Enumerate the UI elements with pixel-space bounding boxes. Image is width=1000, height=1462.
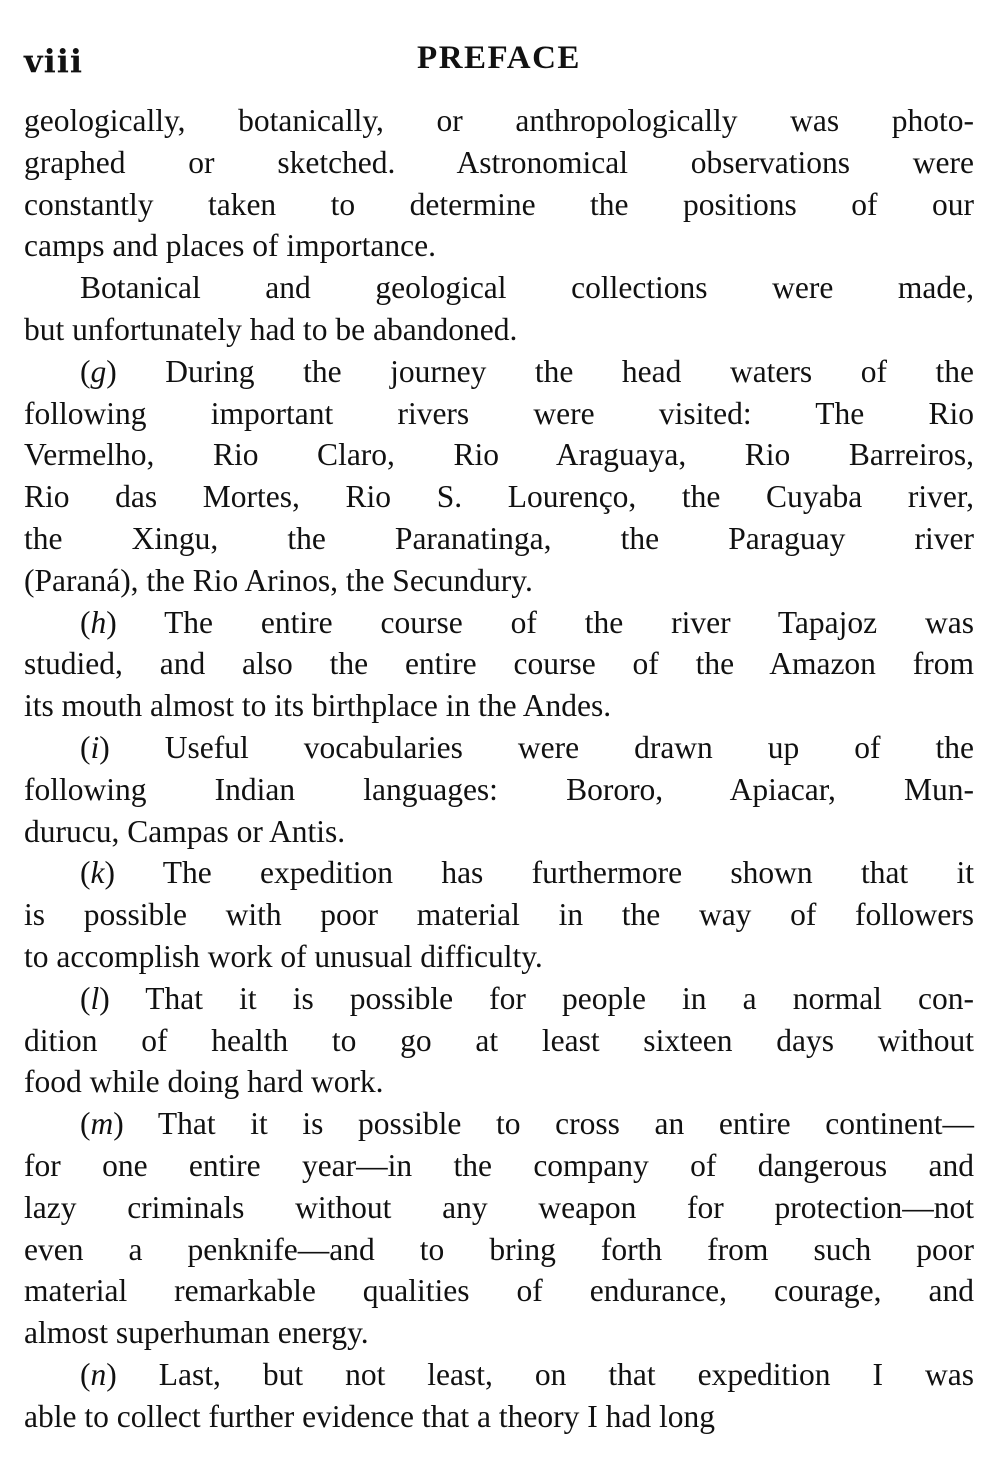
text-line: (i) Useful vocabularies were drawn up of the xyxy=(80,729,974,765)
line-text: is possible with poor material in the way of followers xyxy=(24,897,974,933)
text-line: (n) Last, but not least, on that expedition I was xyxy=(80,1356,974,1392)
text-line xyxy=(24,476,974,518)
text-line xyxy=(24,769,974,811)
text-line: (h) The entire course of the river Tapajoz was xyxy=(80,604,974,640)
text-line xyxy=(24,1229,974,1271)
line-text: for one entire year—in the company of dangerous and xyxy=(24,1147,974,1183)
paragraph xyxy=(24,1354,974,1438)
paragraph-marker: m xyxy=(90,1106,114,1142)
text-line xyxy=(24,894,974,936)
paragraph-marker: h xyxy=(90,604,107,640)
paragraph xyxy=(24,1103,974,1354)
text-line xyxy=(24,1312,974,1354)
line-text: studied, and also the entire course of the Amazon from xyxy=(24,646,974,682)
running-head xyxy=(24,38,974,82)
page-number: viii xyxy=(24,42,84,80)
text-line: (k) The expedition has furthermore shown that it xyxy=(80,855,974,891)
line-text: able to collect further evidence that a theory I had long xyxy=(24,1398,715,1434)
line-text: but unfortunately had to be abandoned. xyxy=(24,311,518,347)
line-text: During the journey the head waters of the xyxy=(165,353,974,389)
text-line xyxy=(24,309,974,351)
paragraph-marker: k xyxy=(90,855,105,891)
line-text: almost superhuman energy. xyxy=(24,1315,369,1351)
line-text: even a penknife—and to bring forth from such poor xyxy=(24,1231,974,1267)
body-text xyxy=(24,100,974,1438)
text-line xyxy=(24,100,974,142)
paragraph xyxy=(24,100,974,267)
text-line xyxy=(24,643,974,685)
text-line xyxy=(24,225,974,267)
line-text: (Paraná), the Rio Arinos, the Secundury. xyxy=(24,562,533,598)
line-text: dition of health to go at least sixteen days without xyxy=(24,1022,974,1058)
text-line xyxy=(24,1396,974,1438)
line-text: following important rivers were visited: The Rio xyxy=(24,395,974,431)
text-line: (g) During the journey the head waters of the xyxy=(80,353,974,389)
text-line xyxy=(24,936,974,978)
paragraph-marker: i xyxy=(90,729,100,765)
text-line xyxy=(24,685,974,727)
line-text: graphed or sketched. Astronomical observations were xyxy=(24,144,974,180)
line-text: The entire course of the river Tapajoz was xyxy=(164,604,974,640)
text-line xyxy=(24,184,974,226)
line-text: lazy criminals without any weapon for protection—not xyxy=(24,1189,974,1225)
running-title: PREFACE xyxy=(417,40,581,76)
line-text: Botanical and geological collections were made, xyxy=(80,270,974,306)
line-text: its mouth almost to its birthplace in the Andes. xyxy=(24,688,612,724)
paragraph xyxy=(24,602,974,727)
line-text: food while doing hard work. xyxy=(24,1064,384,1100)
text-line xyxy=(24,1061,974,1103)
paragraph xyxy=(24,727,974,852)
line-text: Useful vocabularies were drawn up of the xyxy=(164,729,974,765)
line-text: durucu, Campas or Antis. xyxy=(24,813,346,849)
text-line xyxy=(24,560,974,602)
text-line: (l) That it is possible for people in a normal con- xyxy=(80,980,974,1016)
line-text: camps and places of importance. xyxy=(24,228,436,264)
paragraph-marker: g xyxy=(90,353,107,389)
paragraph xyxy=(24,267,974,351)
paragraph xyxy=(24,351,974,602)
line-text: following Indian languages: Bororo, Apiacar, Mun- xyxy=(24,771,974,807)
line-text: to accomplish work of unusual difficulty. xyxy=(24,938,543,974)
text-line xyxy=(24,1270,974,1312)
line-text: Last, but not least, on that expedition I was xyxy=(158,1356,974,1392)
text-line xyxy=(24,142,974,184)
line-text: Rio das Mortes, Rio S. Lourenço, the Cuyaba river, xyxy=(24,479,974,515)
paragraph xyxy=(24,978,974,1103)
line-text: constantly taken to determine the positions of our xyxy=(24,186,974,222)
text-line: (m) That it is possible to cross an entire continent— xyxy=(80,1106,975,1142)
line-text: The expedition has furthermore shown that it xyxy=(162,855,974,891)
text-line xyxy=(24,434,974,476)
line-text: geologically, botanically, or anthropologically was photo- xyxy=(24,103,974,138)
paragraph xyxy=(24,852,974,977)
line-text: material remarkable qualities of endurance, courage, and xyxy=(24,1273,974,1309)
line-text: That it is possible to cross an entire continent— xyxy=(157,1106,975,1142)
text-line xyxy=(24,267,974,309)
text-line xyxy=(24,1145,974,1187)
line-text: That it is possible for people in a normal con- xyxy=(145,980,974,1016)
text-line xyxy=(24,393,974,435)
text-line xyxy=(24,1020,974,1062)
text-line xyxy=(24,518,974,560)
paragraph-marker: n xyxy=(90,1356,107,1392)
paragraph-marker: l xyxy=(90,980,100,1016)
text-line xyxy=(24,1187,974,1229)
text-line xyxy=(24,811,974,853)
line-text: Vermelho, Rio Claro, Rio Araguaya, Rio Barreiros, xyxy=(24,437,974,473)
line-text: the Xingu, the Paranatinga, the Paraguay river xyxy=(24,520,974,556)
